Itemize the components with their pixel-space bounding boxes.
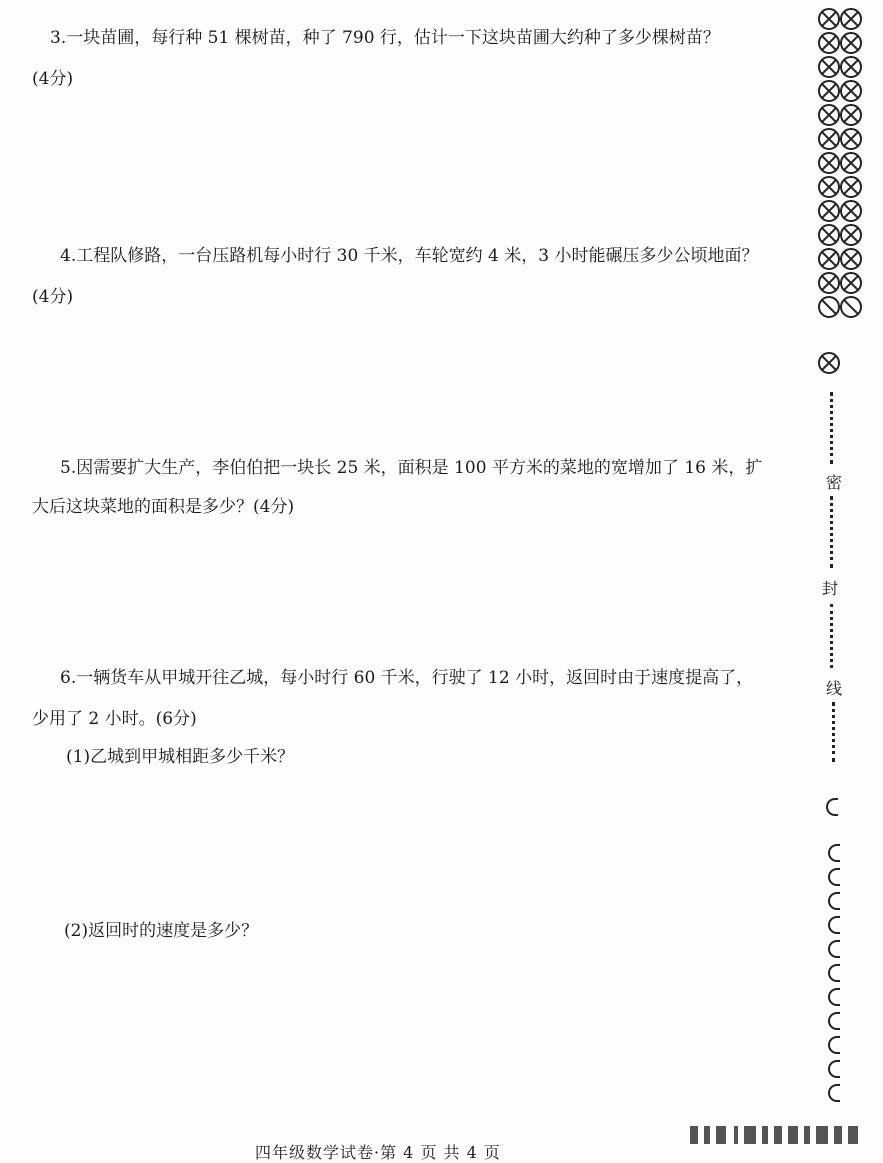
arc-mark <box>828 940 840 958</box>
crossed-circle-icon <box>840 200 862 222</box>
crossed-circle-icon <box>818 248 840 270</box>
arc-mark <box>828 844 840 862</box>
slashed-circle-icon <box>840 296 862 318</box>
question-4: 4.工程队修路，一台压路机每小时行 30 千米，车轮宽约 4 米，3 小时能碾压多少公顷地面？ <box>60 246 759 266</box>
question-4-score: (4分) <box>32 287 74 307</box>
crossed-circle-icon <box>840 224 862 246</box>
question-5-continuation: 大后这块菜地的面积是多少？(4分) <box>32 497 295 517</box>
crossed-circle-icon <box>840 248 862 270</box>
crossed-circle-icon <box>818 152 840 174</box>
scan-marks <box>690 1126 860 1146</box>
crossed-circle-icon <box>840 104 862 126</box>
crossed-circle-icon <box>840 176 862 198</box>
arc-mark <box>828 1012 840 1030</box>
subquestion-2: (2)返回时的速度是多少？ <box>64 921 259 941</box>
binding-margin <box>808 0 883 1163</box>
crossed-circle-icon <box>818 56 840 78</box>
crossed-circle-icon <box>840 152 862 174</box>
arc-mark <box>828 1036 840 1054</box>
arc-mark <box>828 868 840 886</box>
dotted-seal-line <box>830 604 833 668</box>
crossed-circle-icon <box>818 200 840 222</box>
dotted-seal-line <box>830 496 833 568</box>
crossed-circle-icon <box>818 80 840 102</box>
crossed-circle-icon <box>840 128 862 150</box>
crossed-circle-icon <box>818 224 840 246</box>
crossed-circle-icon <box>818 128 840 150</box>
arc-mark <box>828 1084 840 1102</box>
question-3-score: (4分) <box>32 69 74 89</box>
question-3: 3.一块苗圃，每行种 51 棵树苗，种了 790 行，估计一下这块苗圃大约种了多少棵树苗？ <box>50 28 720 48</box>
subquestion-1: (1)乙城到甲城相距多少千米？ <box>66 747 295 767</box>
crossed-circle-icon <box>818 104 840 126</box>
crossed-circle-icon <box>840 272 862 294</box>
arc-mark <box>828 988 840 1006</box>
seal-label-xian: 线 <box>826 679 843 698</box>
seal-label-feng: 封 <box>822 579 839 598</box>
slashed-circle-icon <box>818 296 840 318</box>
crossed-circle-icon <box>840 32 862 54</box>
crossed-circle-icon <box>840 80 862 102</box>
arc-mark <box>828 916 840 934</box>
crossed-circle-icon <box>818 32 840 54</box>
circle-icon <box>818 352 840 374</box>
crossed-circle-icon <box>840 8 862 30</box>
arc-mark <box>828 1060 840 1078</box>
arc-mark <box>828 892 840 910</box>
dotted-seal-line <box>832 702 835 762</box>
dotted-seal-line <box>830 392 833 464</box>
crossed-circle-icon <box>840 56 862 78</box>
arc-mark <box>826 798 838 816</box>
seal-label-mi: 密 <box>826 473 843 492</box>
question-6: 6.一辆货车从甲城开往乙城，每小时行 60 千米，行驶了 12 小时，返回时由于速度提高了， <box>60 668 754 688</box>
crossed-circle-icon <box>818 272 840 294</box>
page-footer: 四年级数学试卷·第 4 页 共 4 页 <box>255 1143 501 1162</box>
question-5: 5.因需要扩大生产，李伯伯把一块长 25 米，面积是 100 平方米的菜地的宽增加了 16 米，扩 <box>60 458 763 478</box>
arc-mark <box>828 964 840 982</box>
crossed-circle-icon <box>818 176 840 198</box>
crossed-circle-icon <box>818 8 840 30</box>
question-6-continuation: 少用了 2 小时。(6分) <box>32 709 197 729</box>
